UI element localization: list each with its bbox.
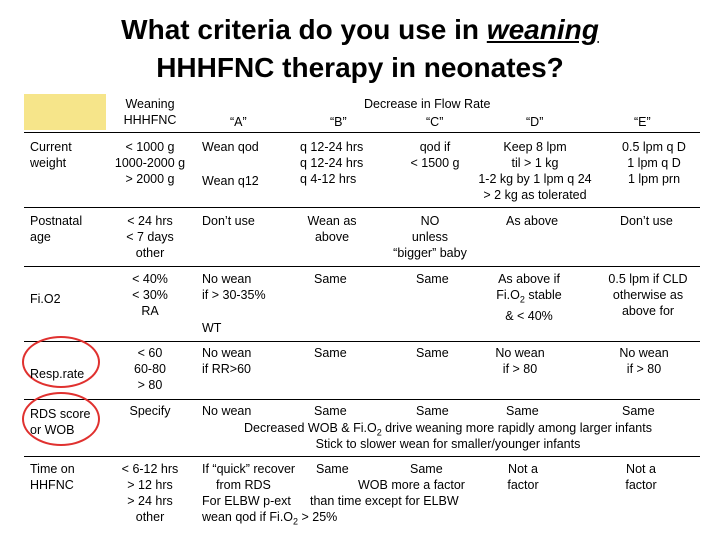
cell-b-postnatal-age <box>296 213 368 245</box>
cell-d-time-on <box>494 461 552 493</box>
title-text: What criteria do you use in <box>121 14 487 45</box>
cell-c-fio2: Same <box>416 272 449 286</box>
cell-line: 0.5 lpm q D <box>622 140 686 154</box>
row-divider <box>24 456 700 457</box>
cell-line: Keep 8 lpm <box>503 140 567 154</box>
label-line: Postnatal <box>30 214 83 228</box>
criteria-line: 1000-2000 g <box>114 156 186 170</box>
cell-a-time-on-2: from RDS <box>216 478 271 492</box>
subscript: 2 <box>376 427 382 438</box>
row-label-time-on <box>30 461 75 493</box>
cell-b-current-weight <box>300 139 363 187</box>
cell-b-time-on: Same <box>316 462 349 476</box>
cell-a-time-on-3: For ELBW p-ext <box>202 494 291 508</box>
cell-e-postnatal-age: Don’t use <box>620 214 673 228</box>
label-line: Time on <box>30 462 75 476</box>
criteria-line: < 1000 g <box>125 140 175 154</box>
cell-c-rds-score: Same <box>416 404 449 418</box>
cell-line: No wean <box>619 346 669 360</box>
cell-line: 0.5 lpm if CLD <box>608 272 688 286</box>
row-divider <box>24 341 700 342</box>
criteria-line: > 2000 g <box>125 172 175 186</box>
criteria-line: < 30% <box>132 288 168 302</box>
label-line: or WOB <box>30 423 75 437</box>
cell-a-current-weight-1: Wean qod <box>202 140 259 154</box>
row-label-resp-rate: Resp.rate <box>30 367 85 381</box>
label-line: HHFNC <box>30 478 74 492</box>
criteria-rds-score: Specify <box>129 404 171 418</box>
row-label-current-weight <box>30 139 72 171</box>
header-col-d: “D” <box>526 115 544 129</box>
label-line: weight <box>30 156 67 170</box>
page-title-line2: HHHFNC therapy in neonates? <box>156 52 564 83</box>
criteria-line: other <box>135 246 165 260</box>
header-col-a: “A” <box>230 115 247 129</box>
criteria-line: < 40% <box>132 272 168 286</box>
cell-d-postnatal-age: As above <box>506 214 559 228</box>
cell-line: til > 1 kg <box>511 156 559 170</box>
cell-a-time-on-1: If “quick” recover <box>202 462 296 476</box>
cell-a-fio2 <box>202 271 266 303</box>
cell-b-rds-score: Same <box>314 404 347 418</box>
row-label-fio2: Fi.O2 <box>30 292 61 306</box>
row-divider <box>24 132 700 133</box>
cell-line: factor <box>507 478 539 492</box>
cell-line: qod if <box>419 140 451 154</box>
subscript: 2 <box>519 294 525 305</box>
cell-line: factor <box>625 478 657 492</box>
cell-line: otherwise as <box>612 288 684 302</box>
header-weaning-line2: HHHFNC <box>123 113 177 127</box>
cell-line: Not a <box>626 462 656 476</box>
row-divider <box>24 207 700 208</box>
row-label-rds-score <box>30 406 90 438</box>
cell-c-time-on-2: WOB more a factor <box>358 478 465 492</box>
cell-line: if RR>60 <box>202 362 251 376</box>
label-line: RDS score <box>30 407 91 421</box>
cell-a-postnatal-age: Don’t use <box>202 214 255 228</box>
row-divider <box>24 266 700 267</box>
cell-d-fio2 <box>474 271 584 324</box>
cell-a-current-weight-2: Wean q12 <box>202 174 259 188</box>
cell-line: q 12-24 hrs <box>300 140 364 154</box>
cell-line: < 1500 g <box>410 156 460 170</box>
header-weaning <box>106 96 194 128</box>
criteria-time-on <box>106 461 194 525</box>
cell-e-rds-score: Same <box>622 404 655 418</box>
cell-line: > 2 kg as tolerated <box>483 188 587 202</box>
cell-b-resp-rate: Same <box>314 346 347 360</box>
criteria-line: > 80 <box>137 378 163 392</box>
criteria-line: > 24 hrs <box>127 494 173 508</box>
note-text: Decreased WOB & Fi.O <box>244 421 377 435</box>
criteria-postnatal-age <box>106 213 194 261</box>
criteria-line: other <box>135 510 165 524</box>
criteria-line: > 12 hrs <box>127 478 173 492</box>
criteria-line: < 6-12 hrs <box>121 462 179 476</box>
cell-e-resp-rate <box>604 345 684 377</box>
cell-line: “bigger” baby <box>393 246 467 260</box>
cell-line: As above if <box>498 272 560 286</box>
cell-line: 1 lpm prn <box>627 172 681 186</box>
cell-line: NO <box>420 214 440 228</box>
title-emphasis: weaning <box>486 14 599 45</box>
cell-line: & < 40% <box>505 308 553 323</box>
cell-line: above <box>314 230 350 244</box>
cell-a-rds-score: No wean <box>202 404 252 418</box>
cell-line: Not a <box>508 462 538 476</box>
header-col-e: “E” <box>634 115 651 129</box>
row-divider <box>24 399 700 400</box>
cell-c-resp-rate: Same <box>416 346 449 360</box>
row-label-postnatal-age <box>30 213 82 245</box>
criteria-line: 60-80 <box>134 362 166 376</box>
cell-line: No wean <box>202 346 252 360</box>
cell-d-resp-rate <box>480 345 560 377</box>
criteria-line: RA <box>141 304 159 318</box>
header-highlight-cell <box>24 94 106 130</box>
header-col-c: “C” <box>426 115 444 129</box>
note-text: drive weaning more rapidly among larger infants <box>381 421 652 435</box>
cell-a-fio2-extra: WT <box>202 321 222 335</box>
cell-line: q 4-12 hrs <box>300 172 357 186</box>
cell-line: 1 lpm q D <box>627 156 681 170</box>
cell-line: 1-2 kg by 1 lpm q 24 <box>478 172 592 186</box>
cell-line: if > 80 <box>502 362 538 376</box>
cell-c-time-on: Same <box>410 462 443 476</box>
cell-text: wean qod if Fi.O <box>202 510 294 524</box>
cell-text: > 25% <box>298 510 338 524</box>
cell-d-rds-score: Same <box>506 404 539 418</box>
cell-line: Wean as <box>307 214 357 228</box>
subscript: 2 <box>293 516 299 527</box>
cell-c-postnatal-age <box>380 213 480 261</box>
cell-b-time-on-2: than time except for ELBW <box>310 494 459 508</box>
cell-b-fio2: Same <box>314 272 347 286</box>
cell-line <box>474 287 584 308</box>
cell-e-time-on <box>612 461 670 493</box>
fio2-text: stable <box>524 288 562 302</box>
cell-line: q 12-24 hrs <box>300 156 364 170</box>
cell-e-fio2 <box>600 271 696 319</box>
label-line: age <box>30 230 51 244</box>
criteria-current-weight <box>106 139 194 187</box>
criteria-line: < 60 <box>137 346 163 360</box>
criteria-line: < 24 hrs <box>127 214 173 228</box>
criteria-line: < 7 days <box>126 230 174 244</box>
cell-line: unless <box>411 230 449 244</box>
label-line: Current <box>30 140 72 154</box>
header-weaning-line1: Weaning <box>125 97 175 111</box>
cell-e-current-weight <box>606 139 702 187</box>
cell-line: if > 30-35% <box>202 288 266 302</box>
cell-a-time-on-4 <box>202 509 337 530</box>
cell-line: if > 80 <box>626 362 662 376</box>
cell-line: No wean <box>202 272 252 286</box>
rds-note-2: Stick to slower wean for smaller/younger infants <box>315 437 581 451</box>
criteria-fio2 <box>106 271 194 319</box>
page-title-line1 <box>0 12 720 48</box>
header-decrease-flow: Decrease in Flow Rate <box>364 97 491 111</box>
header-col-b: “B” <box>330 115 347 129</box>
cell-line: No wean <box>495 346 545 360</box>
criteria-resp-rate <box>106 345 194 393</box>
fio2-text: Fi.O <box>496 288 520 302</box>
cell-d-current-weight <box>460 139 610 203</box>
cell-line: above for <box>621 304 675 318</box>
cell-a-resp-rate <box>202 345 251 377</box>
